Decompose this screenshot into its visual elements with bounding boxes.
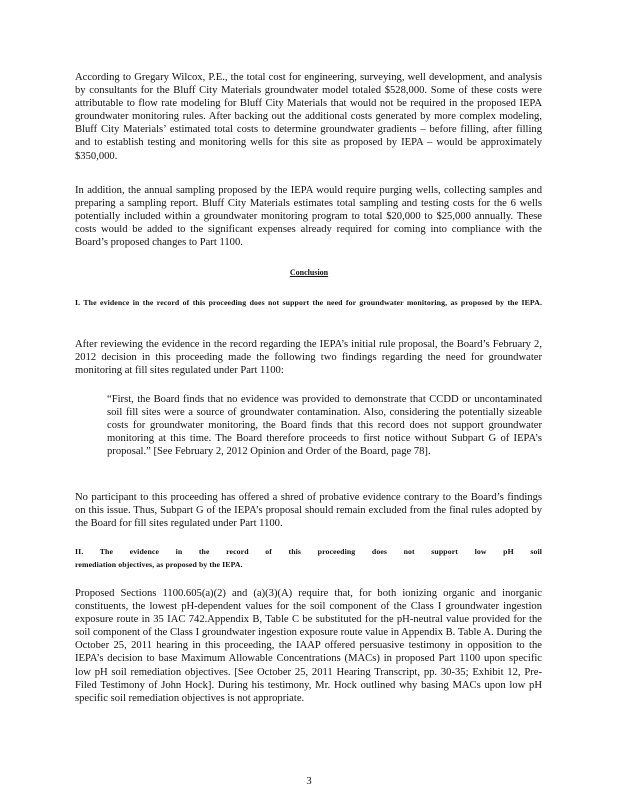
section-heading-1: I. The evidence in the record of this proceeding does not support the need for groundwater monitoring, as proposed by the IEPA. [75,298,542,307]
conclusion-heading: Conclusion [289,268,329,277]
sampling-paragraph: In addition, the annual sampling proposed by the IEPA would require purging wells, collecting samples and preparing a sampling report. Bluff City Materials estimates total sampling and testing costs for the 6 wells potentially included within a groundwater monitoring program to total $20,000 to $25,000 annually. These costs would be added to the significant expenses already required for coming into compliance with the Board’s proposed changes to Part 1100. [75,185,542,249]
no-evidence-paragraph: No participant to this proceeding has offered a shred of probative evidence contrary to the Board’s findings on this issue. Thus, Subpart G of the IEPA’s proposal should remain excluded from the final rules adopted by the Board for fill sites regulated under Part 1100. [75,492,542,530]
section-heading-2-line-2: remediation objectives, as proposed by the IEPA. [75,560,243,569]
ph-paragraph: Proposed Sections 1100.605(a)(2) and (a)(3)(A) require that, for both ionizing organic and inorganic constituents, the lowest pH-dependent values for the soil component of the Class I groundwater ingestion exposure route in 35 IAC 742.Appendix B, Table C be substituted for the pH-neutral value provided for the soil component of the Class I groundwater ingestion exposure route value in Appendix B. Table A. During the October 25, 2011 hearing in this proceeding, the IAAP offered persuasive testimony in opposition to the IEPA’s decision to base Maximum Allowable Concentrations (MACs) in proposed Part 1100 upon specific low pH soil remediation objectives. [See October 25, 2011 Hearing Transcript, pp. 30-35; Exhibit 12, Pre-Filed Testimony of John Hock]. During his testimony, Mr. Hock outlined why basing MACs upon low pH specific soil remediation objectives is not appropriate. [75,588,542,704]
board-findings-paragraph: After reviewing the evidence in the record regarding the IEPA’s initial rule proposal, the Board’s February 2, 2012 decision in this proceeding made the following two findings regarding the need for groundwater monitoring at fill sites regulated under Part 1100: [75,339,542,377]
page-number: 3 [306,776,312,787]
section-heading-2-line-1: II. The evidence in the record of this proceeding does not support low pH soil [75,547,542,556]
cost-paragraph: According to Gregary Wilcox, P.E., the total cost for engineering, surveying, well development, and analysis by consultants for the Bluff City Materials groundwater model totaled $528,000. Some of these costs were attributable to flow rate modeling for Bluff City Materials that would not be required in the proposed IEPA groundwater monitoring rules. After backing out the additional costs generated by more complex modeling, Bluff City Materials’ estimated total costs to determine groundwater gradients – before filling, after filling and to establish testing and monitoring wells for this site as proposed by IEPA – would be approximately $350,000. [75,72,542,162]
board-quote: “First, the Board finds that no evidence was provided to demonstrate that CCDD or uncontaminated soil fill sites were a source of groundwater contamination. Also, considering the potentially sizeable costs for groundwater monitoring, the Board finds that this record does not support groundwater monitoring at this time. The Board therefore proceeds to first notice without Subpart G of IEPA’s proposal.” [See February 2, 2012 Opinion and Order of the Board, page 78]. [107,394,542,458]
